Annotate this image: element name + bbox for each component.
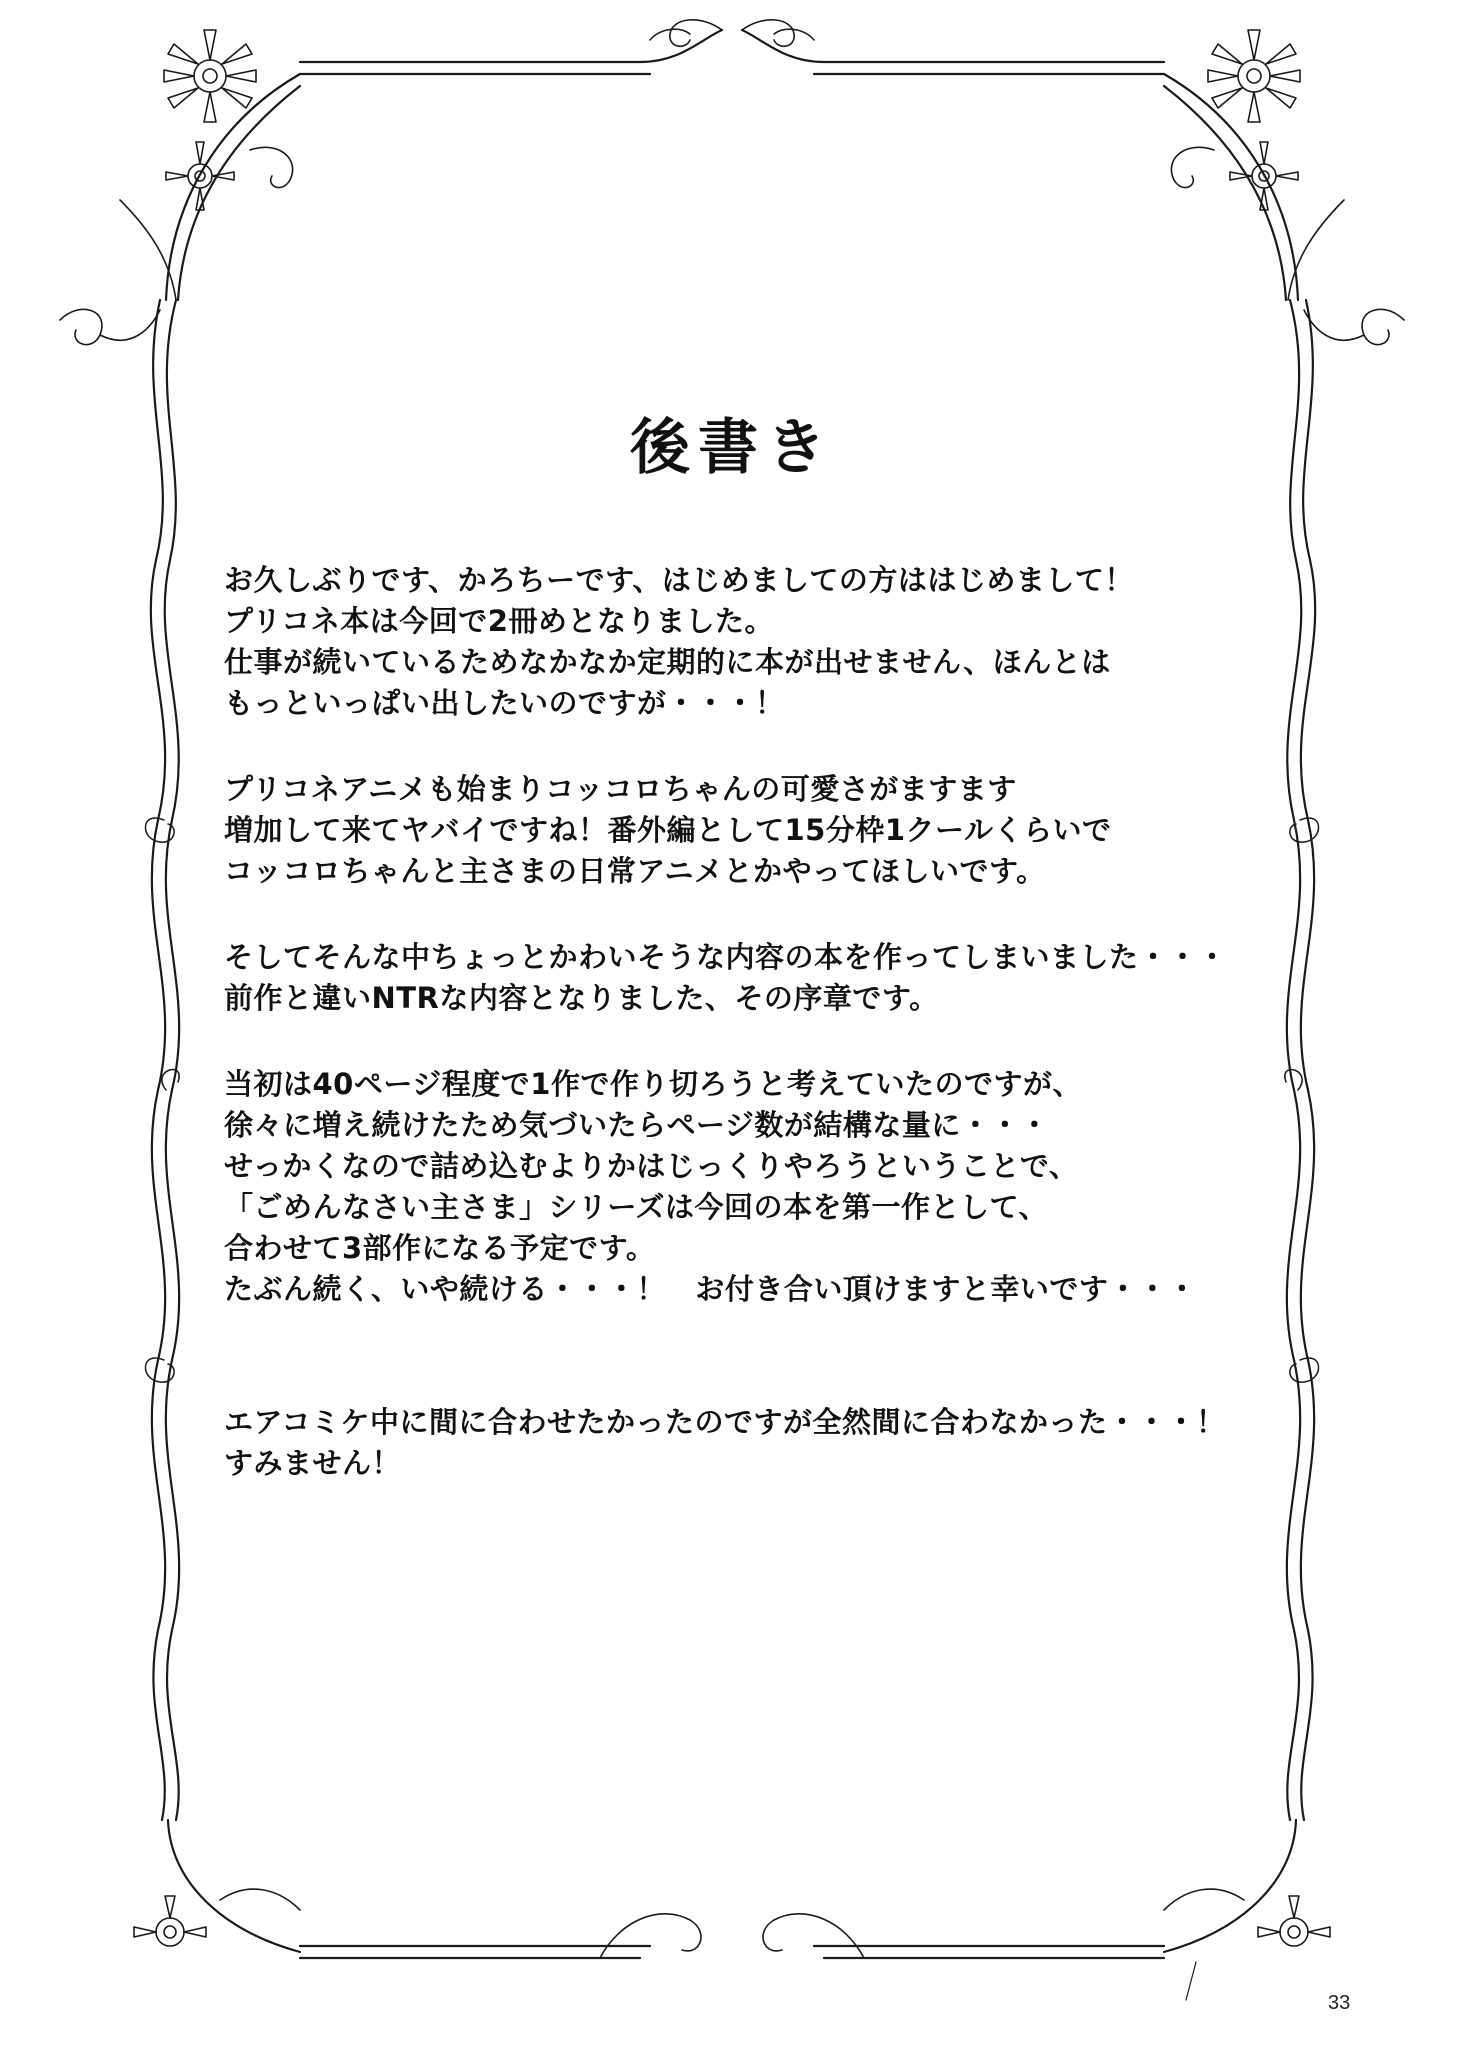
afterword-body (224, 560, 1264, 1529)
text-line: 当初は40ページ程度で1作で作り切ろうと考えていたのですが、 (224, 1067, 1082, 1101)
top-center-ornament (650, 20, 814, 46)
flower-top-left (60, 30, 293, 345)
paragraph-5 (224, 1402, 1264, 1484)
text-line: 合わせて3部作になる予定です。 (224, 1231, 656, 1265)
paragraph-3 (224, 937, 1264, 1019)
page-title: 後書き (630, 413, 834, 483)
text-line: プリコネアニメも始まりコッコロちゃんの可愛さがますます (224, 772, 1017, 806)
text-line: プリコネ本は今回で2冊めとなりました。 (224, 604, 774, 638)
page-number: 33 (1328, 1992, 1351, 2014)
paragraph-4 (224, 1064, 1264, 1310)
text-line: そしてそんな中ちょっとかわいそうな内容の本を作ってしまいました・・・ (224, 940, 1228, 974)
flower-top-right (1171, 30, 1404, 345)
text-line: たぶん続く、いや続ける・・・！ お付き合い頂けますと幸いです・・・ (224, 1272, 1197, 1306)
pencil-mark (1186, 1962, 1196, 2000)
text-line: 「ごめんなさい主さま」シリーズは今回の本を第一作として、 (224, 1190, 1048, 1224)
text-line: すみません！ (224, 1446, 402, 1480)
text-line: エアコミケ中に間に合わせたかったのですが全然間に合わなかった・・・！ (224, 1405, 1226, 1439)
text-line: コッコロちゃんと主さまの日常アニメとかやってほしいです。 (224, 854, 1046, 888)
text-line: 前作と違いNTRな内容となりました、その序章です。 (224, 981, 939, 1015)
text-line: 仕事が続いているためなかなか定期的に本が出せません、ほんとは (224, 645, 1111, 679)
paragraph-2 (224, 769, 1264, 892)
text-line: せっかくなので詰め込むよりかはじっくりやろうということで、 (224, 1149, 1079, 1183)
text-line: お久しぶりです、かろちーです、はじめましての方ははじめまして！ (224, 563, 1134, 597)
text-line: 増加して来てヤバイですね！番外編として15分枠1クールくらいで (224, 813, 1112, 847)
bottom-ornaments (134, 1889, 1330, 1958)
text-line: 徐々に増え続けたため気づいたらページ数が結構な量に・・・ (224, 1108, 1050, 1142)
paragraph-1 (224, 560, 1264, 724)
text-line: もっといっぱい出したいのですが・・・！ (224, 686, 785, 720)
